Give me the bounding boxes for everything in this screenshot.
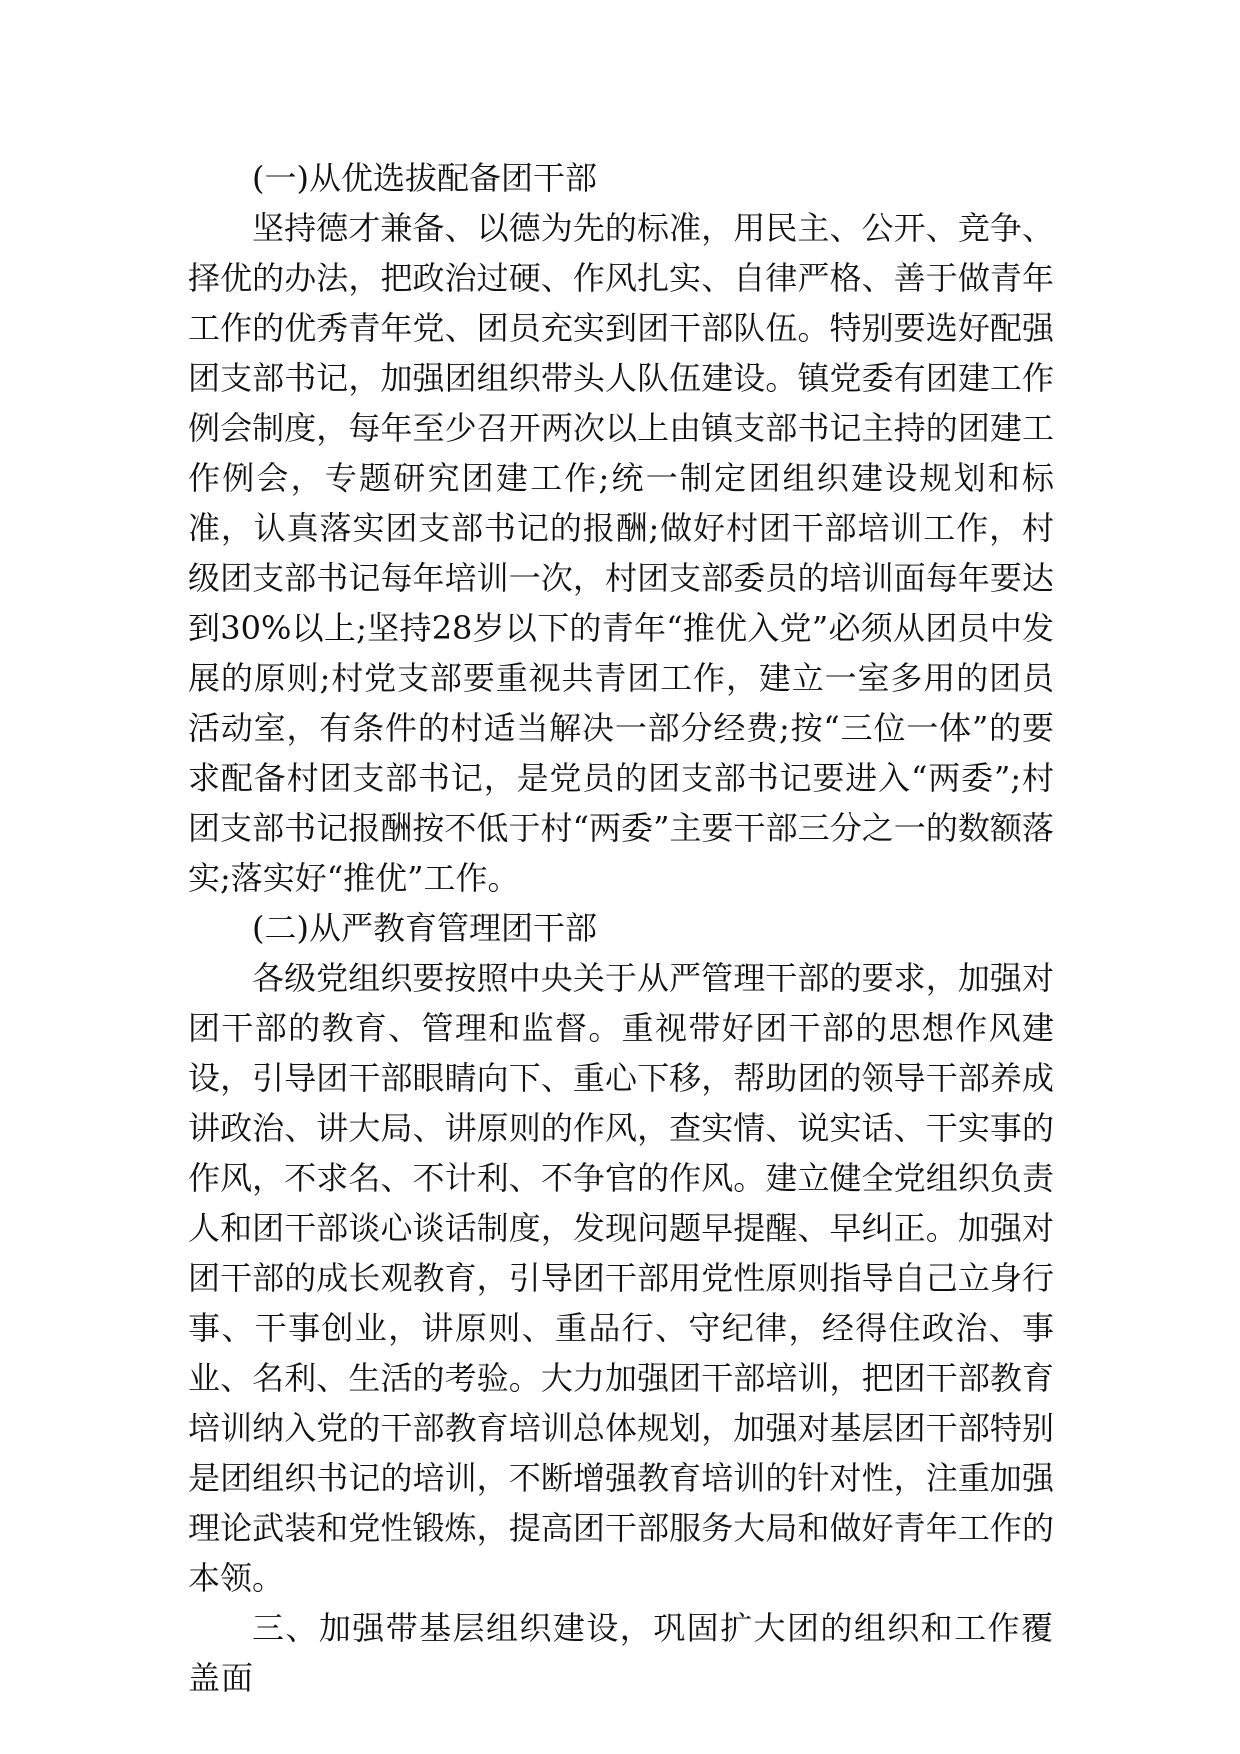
- section-heading-1: (一)从优选拔配备团干部: [252, 159, 597, 197]
- section-heading-2: (二)从严教育管理团干部: [252, 909, 597, 947]
- document-body: [188, 153, 1054, 1703]
- body-paragraph-2: 各级党组织要按照中央关于从严管理干部的要求，加强对团干部的教育、管理和监督。重视带好团干部的思想作风建设，引导团干部眼睛向下、重心下移，帮助团的领导干部养成讲政治、讲大局、讲原则的作风，查实情、说实话、干实事的作风，不求名、不计利、不争官的作风。建立健全党组织负责人和团干部谈心谈话制度，发现问题早提醒、早纠正。加强对团干部的成长观教育，引导团干部用党性原则指导自己立身行事、干事创业，讲原则、重品行、守纪律，经得住政治、事业、名利、生活的考验。大力加强团干部培训，把团干部教育培训纳入党的干部教育培训总体规划，加强对基层团干部特别是团组织书记的培训，不断增强教育培训的针对性，注重加强理论武装和党性锻炼，提高团干部服务大局和做好青年工作的本领。: [188, 959, 1054, 1597]
- chapter-heading-3: 三、加强带基层组织建设，巩固扩大团的组织和工作覆盖面: [188, 1609, 1054, 1697]
- body-paragraph-1: 坚持德才兼备、以德为先的标准，用民主、公开、竞争、择优的办法，把政治过硬、作风扎实、自律严格、善于做青年工作的优秀青年党、团员充实到团干部队伍。特别要选好配强团支部书记，加强团组织带头人队伍建设。镇党委有团建工作例会制度，每年至少召开两次以上由镇支部书记主持的团建工作例会，专题研究团建工作;统一制定团组织建设规划和标准，认真落实团支部书记的报酬;做好村团干部培训工作，村级团支部书记每年培训一次，村团支部委员的培训面每年要达到30%以上;坚持28岁以下的青年“推优入党”必须从团员中发展的原则;村党支部要重视共青团工作，建立一室多用的团员活动室，有条件的村适当解决一部分经费;按“三位一体”的要求配备村团支部书记，是党员的团支部书记要进入“两委”;村团支部书记报酬按不低于村“两委”主要干部三分之一的数额落实;落实好“推优”工作。: [188, 209, 1054, 897]
